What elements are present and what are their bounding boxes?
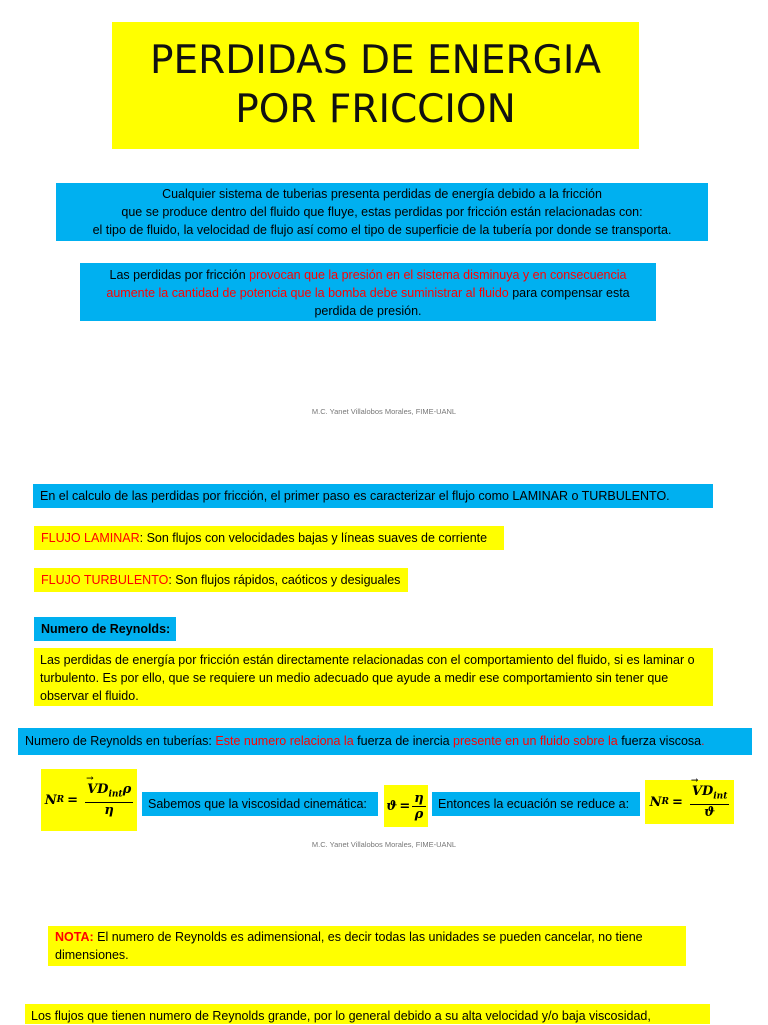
eq1-fraction <box>85 782 133 819</box>
slide-2 <box>0 460 768 860</box>
laminar-label: FLUJO LAMINAR <box>41 531 140 545</box>
eq2-fraction <box>412 791 425 822</box>
pipes-text-6: . <box>701 734 705 748</box>
title-line-1: PERDIDAS DE ENERGIA <box>150 37 601 83</box>
intro-line-2: que se produce dentro del fluido que fluye, estas perdidas por fricción están relacionadas con: <box>121 205 643 219</box>
slide-1-footer: M.C. Yanet Villalobos Morales, FIME-UANL <box>311 407 457 416</box>
friction-text-3: para compensar esta perdida de presión. <box>314 286 630 318</box>
kinematic-equation <box>384 785 428 827</box>
reynolds-large-box: Los flujos que tienen numero de Reynolds grande, por lo general debido a su alta velocidad y/o baja viscosidad, <box>25 1004 710 1024</box>
kinematic-box: Sabemos que la viscosidad cinemática: <box>142 792 378 816</box>
slide-1 <box>0 0 768 440</box>
reduced-equation <box>645 780 734 824</box>
eq3-lhs: N <box>649 794 662 810</box>
intro-line-3: el tipo de fluido, la velocidad de flujo así como el tipo de superficie de la tubería por donde se transporta. <box>92 223 672 237</box>
pipes-text-3: fuerza de inercia <box>357 734 454 748</box>
eq2-lhs: ϑ <box>386 798 398 814</box>
eq3-diameter: D <box>701 783 714 799</box>
eq3-denominator: ϑ <box>704 805 716 821</box>
eq1-lhs: N <box>44 792 57 808</box>
nota-text: El numero de Reynolds es adimensional, es decir todas las unidades se pueden cancelar, no tiene dimensiones. <box>55 930 643 962</box>
eq1-velocity: → V <box>87 782 97 797</box>
reduced-box: Entonces la ecuación se reduce a: <box>432 792 640 816</box>
eq1-lhs-sub: R <box>56 795 65 805</box>
eq1-diameter: D <box>97 781 109 797</box>
eq1-numerator <box>85 782 133 804</box>
turbulent-box <box>34 568 408 592</box>
friction-text-1: Las perdidas por fricción <box>109 268 250 282</box>
eq2-equals: = <box>399 798 411 814</box>
eq3-diameter-sub: int <box>713 791 728 802</box>
eq3-velocity: → V <box>692 784 702 799</box>
title-line-2: POR FRICCION <box>235 86 516 132</box>
friction-text-red: provocan que la presión en el sistema disminuya y en consecuencia aumente la cantidad de potencia que la bomba debe suministrar al fluido <box>106 268 627 300</box>
friction-box <box>80 263 656 321</box>
nota-label: NOTA: <box>55 930 94 944</box>
slide-3 <box>0 880 768 1024</box>
turbulent-label: FLUJO TURBULENTO <box>41 573 169 587</box>
eq3-fraction <box>690 784 730 821</box>
eq3-lhs-sub: R <box>661 797 669 807</box>
intro-line-1: Cualquier sistema de tuberias presenta perdidas de energía debido a la fricción <box>162 187 602 201</box>
eq1-density: ρ <box>122 781 132 797</box>
eq3-numerator <box>690 784 730 806</box>
eq1-denominator: η <box>104 803 114 819</box>
eq1-equals: = <box>67 792 79 808</box>
reynolds-equation <box>41 769 137 831</box>
eq2-denominator: ρ <box>414 806 424 822</box>
nota-box <box>48 926 686 966</box>
intro-box <box>56 183 708 241</box>
turbulent-text: : Son flujos rápidos, caóticos y desiguales <box>168 573 401 587</box>
first-step-box: En el calculo de las perdidas por fricción, el primer paso es caracterizar el flujo como LAMINAR o TURBULENTO. <box>33 484 713 508</box>
eq2-numerator: η <box>414 790 424 806</box>
eq3-equals: = <box>671 794 683 810</box>
laminar-box <box>34 526 504 550</box>
pipes-text-5: fuerza viscosa <box>621 734 702 748</box>
laminar-text: : Son flujos con velocidades bajas y líneas suaves de corriente <box>139 531 488 545</box>
pipes-box <box>18 728 752 755</box>
pipes-text-2: Este numero relaciona la <box>215 734 358 748</box>
eq1-diameter-sub: int <box>108 789 123 800</box>
pipes-text-4: presente en un fluido sobre la <box>453 734 622 748</box>
pipes-text-1: Numero de Reynolds en tuberías: <box>25 734 216 748</box>
reynolds-heading-box: Numero de Reynolds: <box>34 617 176 641</box>
reynolds-desc-box: Las perdidas de energía por fricción están directamente relacionadas con el comportamiento del fluido, si es laminar o turbulento. Es por ello, que se requiere un medio adecuado que ayude a medir ese comportamiento sin tener que observar el fluido. <box>34 648 713 706</box>
title-box <box>112 22 639 149</box>
slide-2-footer: M.C. Yanet Villalobos Morales, FIME-UANL <box>311 840 457 849</box>
